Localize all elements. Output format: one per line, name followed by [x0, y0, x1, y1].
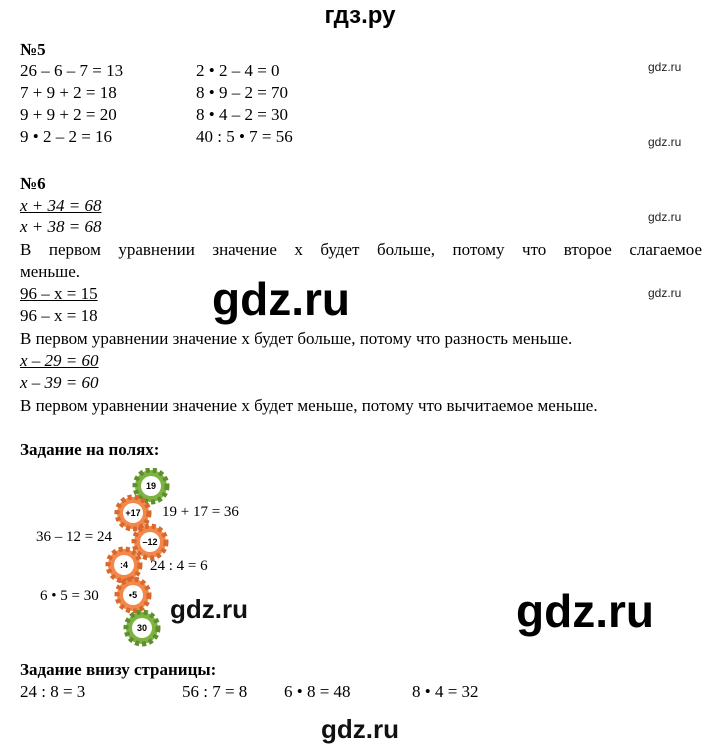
ex5-right-2: 8 • 9 – 2 = 70: [196, 83, 289, 102]
ex5-left-3: 9 + 9 + 2 = 20: [20, 105, 117, 124]
bottom-item-1: 24 : 8 = 3: [20, 682, 86, 701]
bottom-item-4: 8 • 4 = 32: [412, 682, 479, 701]
gear-label: :4: [119, 560, 129, 570]
ex5-right-3: 8 • 4 – 2 = 30: [196, 105, 289, 124]
ex6-expl2: В первом уравнении значение x будет больше, потому что разность меньше.: [20, 329, 573, 348]
ex6-eq3a: x – 29 = 60: [20, 351, 99, 370]
gear-icon: [126, 612, 158, 644]
ex6-expl1-line1: В первом уравнении значение x будет больше, потому что второе слагаемое: [20, 240, 702, 259]
bottom-item-2: 56 : 7 = 8: [182, 682, 248, 701]
margin-eq-1: 19 + 17 = 36: [162, 504, 239, 520]
ex5-right-4: 40 : 5 • 7 = 56: [196, 127, 293, 146]
watermark: gdz.ru: [648, 135, 682, 149]
ex6-expl1-line2: меньше.: [20, 262, 81, 281]
ex6-eq2b: 96 – x = 18: [20, 306, 98, 325]
ex6-eq3b: x – 39 = 60: [20, 373, 99, 392]
gear-label: 19: [145, 481, 157, 491]
gear-icon: [135, 470, 167, 502]
watermark: gdz.ru: [516, 585, 654, 637]
gear-icon: [134, 526, 166, 558]
gear-label: +17: [125, 508, 141, 518]
ex5-right-1: 2 • 2 – 4 = 0: [196, 61, 280, 80]
watermark: gdz.ru: [170, 594, 248, 624]
site-header: гдз.ру: [324, 2, 396, 29]
ex6-eq1b: x + 38 = 68: [20, 217, 102, 236]
gear-label: –12: [142, 537, 158, 547]
gear-icon: [108, 549, 140, 581]
gear-label: 30: [136, 623, 148, 633]
ex5-left-4: 9 • 2 – 2 = 16: [20, 127, 113, 146]
ex5-left-1: 26 – 6 – 7 = 13: [20, 61, 124, 80]
watermark: gdz.ru: [648, 60, 682, 74]
ex5-left-2: 7 + 9 + 2 = 18: [20, 83, 117, 102]
margin-eq-4: 6 • 5 = 30: [40, 588, 99, 604]
bottom-task-title: Задание внизу страницы:: [20, 660, 217, 679]
ex6-title: №6: [20, 174, 46, 193]
margin-task-title: Задание на полях:: [20, 440, 160, 459]
margin-eq-2: 36 – 12 = 24: [36, 529, 112, 545]
bottom-item-3: 6 • 8 = 48: [284, 682, 351, 701]
gear-label: •5: [128, 590, 138, 600]
margin-eq-3: 24 : 4 = 6: [150, 558, 208, 574]
ex6-eq2a: 96 – x = 15: [20, 284, 98, 303]
gear-icon: [117, 579, 149, 611]
ex6-eq1a: x + 34 = 68: [20, 196, 102, 215]
watermark: gdz.ru: [648, 286, 682, 300]
gear-icon: [117, 497, 149, 529]
ex6-expl3: В первом уравнении значение х будет меньше, потому что вычитаемое меньше.: [20, 396, 598, 415]
watermark: gdz.ru: [212, 273, 350, 325]
ex5-title: №5: [20, 40, 46, 59]
watermark: gdz.ru: [321, 714, 399, 744]
watermark: gdz.ru: [648, 210, 682, 224]
